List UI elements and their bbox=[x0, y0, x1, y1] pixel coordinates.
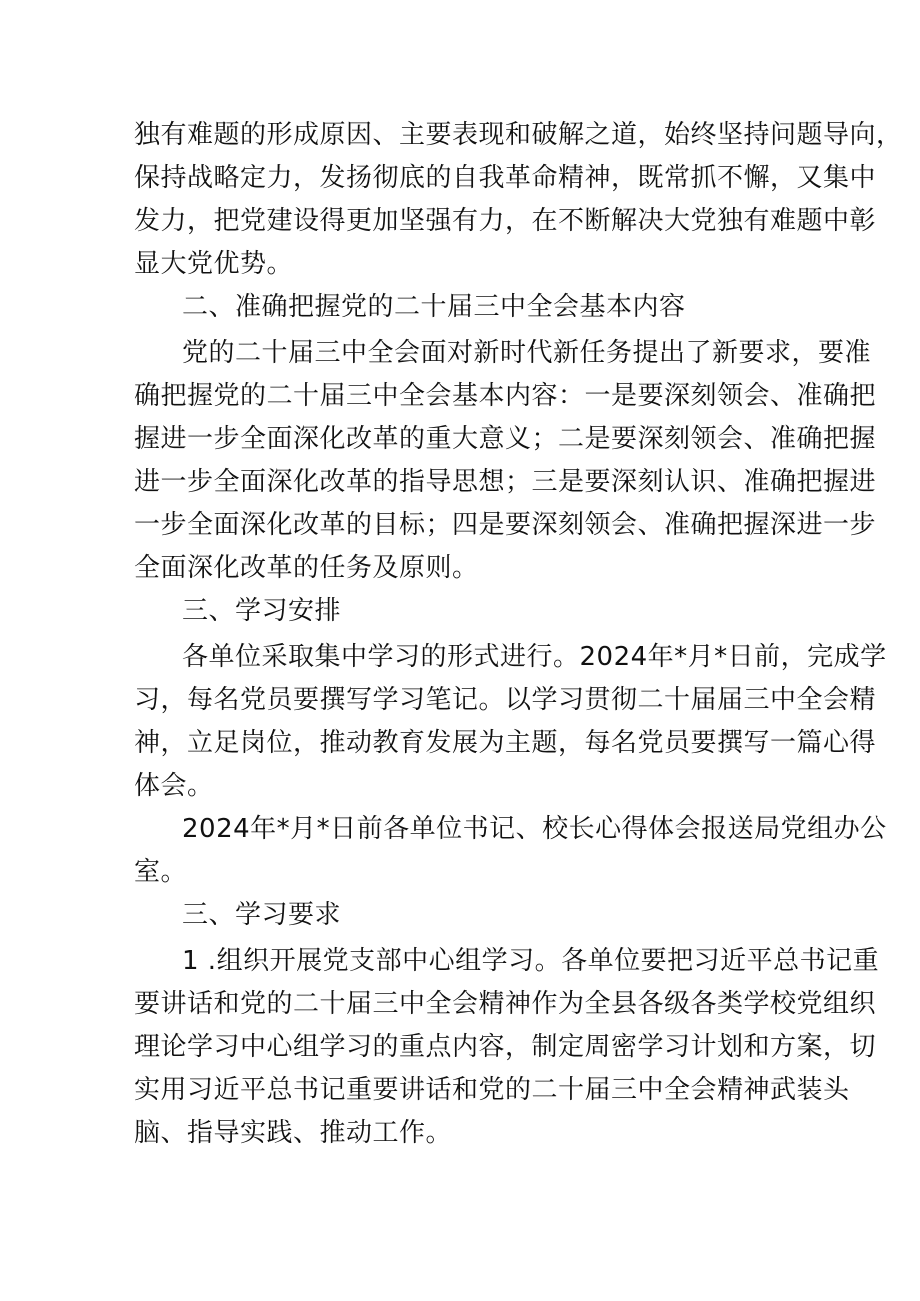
paragraph-line: 发力，把党建设得更加坚强有力，在不断解决大党独有难题中彰 bbox=[134, 206, 877, 236]
paragraph-line: 体会。 bbox=[134, 771, 214, 801]
paragraph-line: 脑、指导实践、推动工作。 bbox=[134, 1118, 453, 1148]
paragraph-line: 确把握党的二十届三中全会基本内容：一是要深刻领会、准确把 bbox=[134, 381, 877, 411]
paragraph-line: 习，每名党员要撰写学习笔记。以学习贯彻二十届届三中全会精 bbox=[134, 685, 877, 715]
paragraph-line: 党的二十届三中全会面对新时代新任务提出了新要求，要准 bbox=[182, 338, 872, 368]
paragraph-line: 理论学习中心组学习的重点内容，制定周密学习计划和方案，切 bbox=[134, 1032, 877, 1062]
paragraph-line: 保持战略定力，发扬彻底的自我革命精神，既常抓不懈，又集中 bbox=[134, 163, 877, 193]
section-heading: 三、学习安排 bbox=[182, 596, 342, 626]
paragraph-line: 室。 bbox=[134, 857, 188, 887]
section-heading: 二、准确把握党的二十届三中全会基本内容 bbox=[182, 292, 686, 322]
paragraph-line: 独有难题的形成原因、主要表现和破解之道，始终坚持问题导向， bbox=[134, 120, 903, 150]
section-heading: 三、学习要求 bbox=[182, 900, 342, 930]
paragraph-line: 要讲话和党的二十届三中全会精神作为全县各级各类学校党组织 bbox=[134, 989, 877, 1019]
paragraph-line: 实用习近平总书记重要讲话和党的二十届三中全会精神武装头 bbox=[134, 1075, 850, 1105]
paragraph-line: 1 .组织开展党支部中心组学习。各单位要把习近平总书记重 bbox=[182, 946, 880, 976]
paragraph-line: 握进一步全面深化改革的重大意义；二是要深刻领会、准确把握 bbox=[134, 424, 877, 454]
paragraph-line: 全面深化改革的任务及原则。 bbox=[134, 553, 479, 583]
paragraph-line: 神，立足岗位，推动教育发展为主题，每名党员要撰写一篇心得 bbox=[134, 728, 877, 758]
paragraph-line: 各单位采取集中学习的形式进行。2024年*月*日前，完成学 bbox=[182, 642, 887, 672]
paragraph-line: 2024年*月*日前各单位书记、校长心得体会报送局党组办公 bbox=[182, 814, 887, 844]
paragraph-line: 一步全面深化改革的目标；四是要深刻领会、准确把握深进一步 bbox=[134, 510, 877, 540]
paragraph-line: 显大党优势。 bbox=[134, 249, 294, 279]
paragraph-line: 进一步全面深化改革的指导思想；三是要深刻认识、准确把握进 bbox=[134, 467, 877, 497]
